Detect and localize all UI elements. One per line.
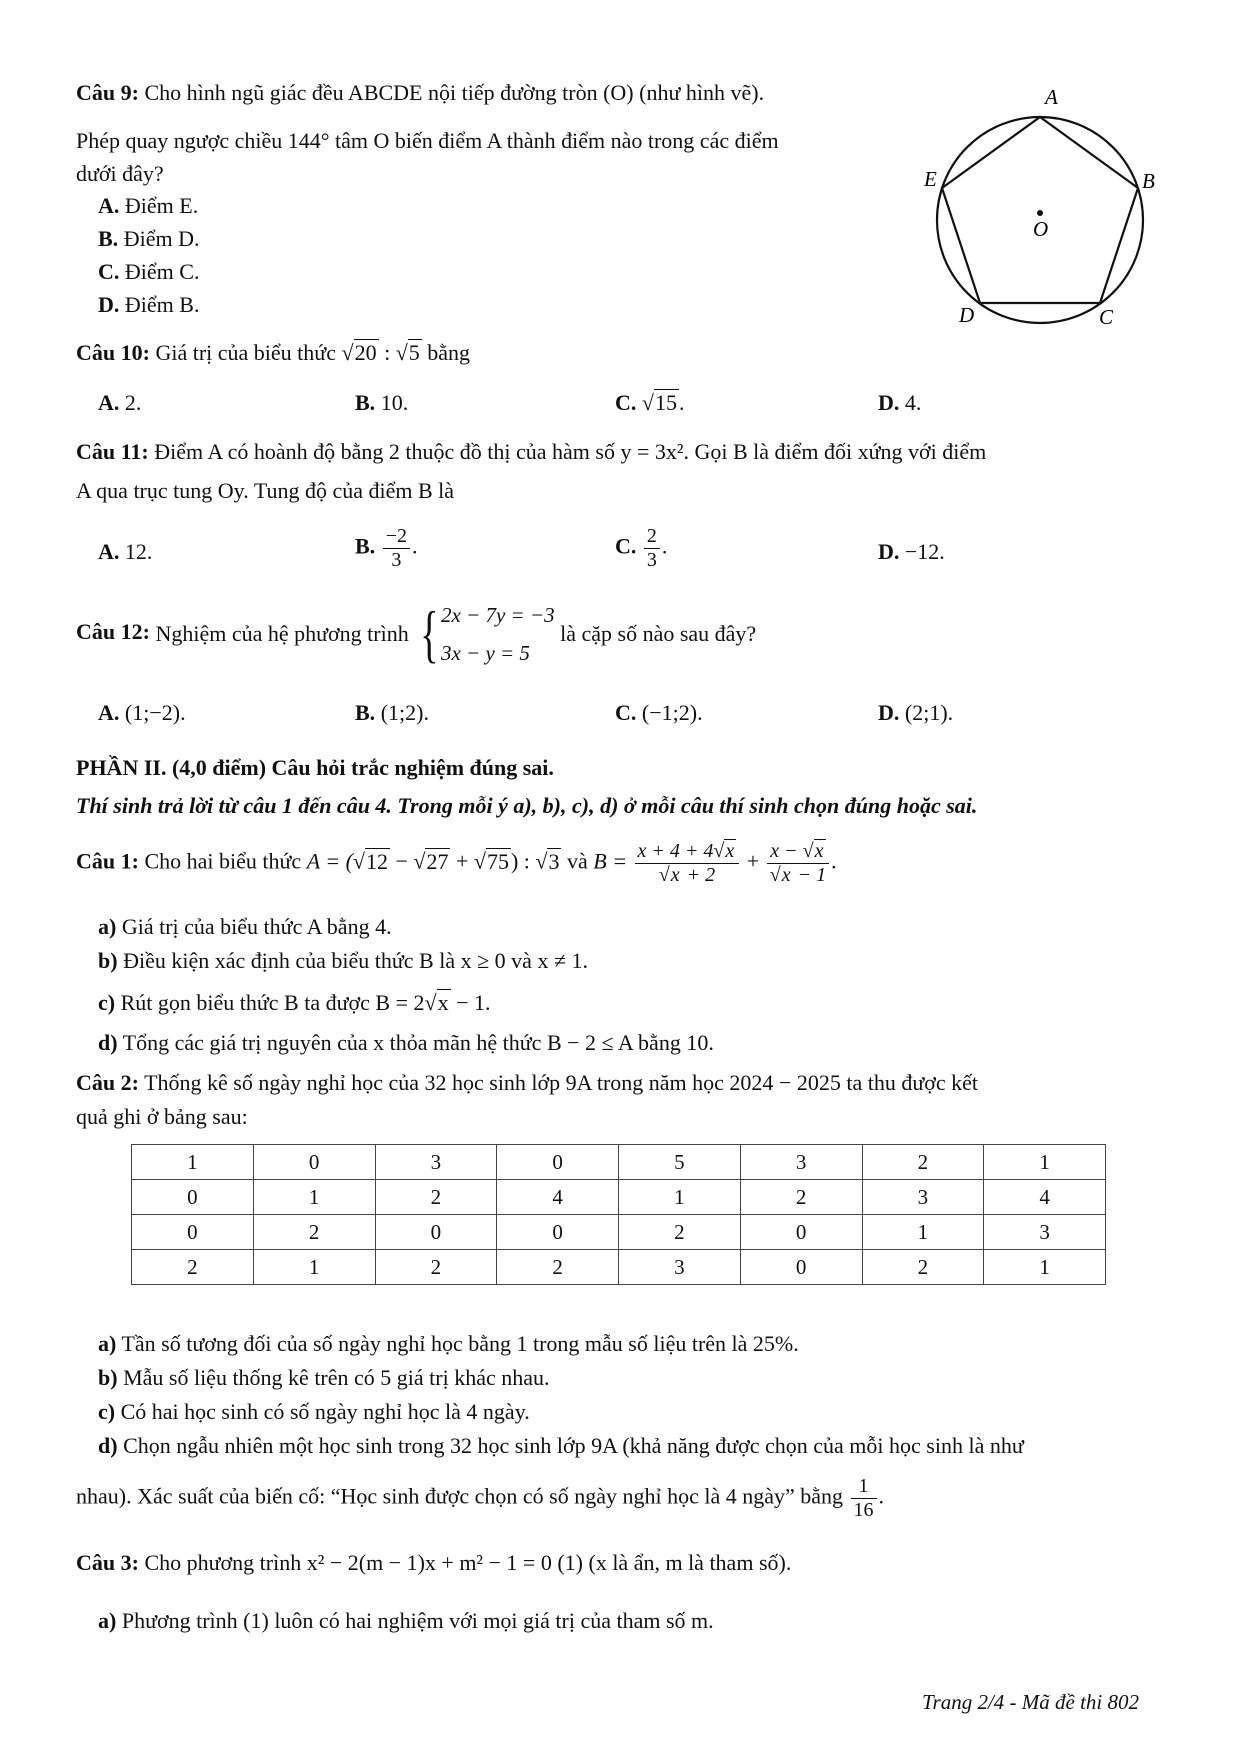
q10-label: Câu 10: <box>76 340 150 365</box>
q12-option-a: A. (1;−2). <box>98 700 186 725</box>
label-E: E <box>924 167 937 191</box>
table-cell: 0 <box>497 1145 619 1180</box>
table-row <box>132 1250 1106 1285</box>
p2q1-line: Câu 1: Cho hai biểu thức A = (√12 − √27 + √75) : √3 và B = $\frac{x + 4 + 4√x}{√x + 2}$ + $\frac{x - √x}{√x - 1}$ . <box>76 840 837 886</box>
q11-option-d: D. −12. <box>878 539 945 564</box>
q9-option-a: A. Điểm E. <box>98 193 199 218</box>
q11-option-a: A. 12. <box>98 539 153 564</box>
table-cell: 0 <box>740 1250 862 1285</box>
q10-option-a: A. 2. <box>98 390 142 415</box>
table-cell: 1 <box>253 1180 375 1215</box>
p2q1-label: Câu 1: <box>76 848 139 874</box>
p2q1-fraction-2: $\frac{x - √x}{√x - 1}$ <box>767 840 829 887</box>
q12-option-d: D. (2;1). <box>878 700 954 725</box>
q9-label: Câu 9: <box>76 80 139 105</box>
table-cell: 3 <box>984 1215 1106 1250</box>
label-B: B <box>1142 169 1155 193</box>
label-A: A <box>1045 88 1058 109</box>
table-cell: 1 <box>619 1180 741 1215</box>
label-C: C <box>1099 305 1114 328</box>
p2q2-item-a: a) Tần số tương đối của số ngày nghỉ học bằng 1 trong mẫu số liệu trên là 25%. <box>98 1331 799 1356</box>
p2q1-item-c: c) Rút gọn biểu thức B ta được B = 2√x − 1. <box>98 990 491 1015</box>
table-cell: 4 <box>497 1180 619 1215</box>
q12-line: Câu 12: Nghiệm của hệ phương trình { 2x − 7y = −3 3x − y = 5 là cặp số nào sau đây? <box>76 596 756 672</box>
q9-text-line1: Cho hình ngũ giác đều ABCDE nội tiếp đường tròn (O) (như hình vẽ). <box>144 80 765 105</box>
p2q2-item-d: d) Chọn ngẫu nhiên một học sinh trong 32 học sinh lớp 9A (khả năng được chọn của mỗi học sinh là như <box>98 1433 1024 1458</box>
q10-option-b: B. 10. <box>355 390 409 415</box>
q9-line1 <box>76 80 764 106</box>
p2q1-item-a: a) Giá trị của biểu thức A bằng 4. <box>98 914 392 939</box>
table-cell: 0 <box>132 1180 254 1215</box>
pentagon-figure <box>915 88 1165 328</box>
table-cell: 2 <box>497 1250 619 1285</box>
part2-instruction: Thí sinh trả lời từ câu 1 đến câu 4. Trong mỗi ý a), b), c), d) ở mỗi câu thí sinh chọn đúng hoặc sai. <box>76 793 978 818</box>
p2q2-item-c: c) Có hai học sinh có số ngày nghỉ học là 4 ngày. <box>98 1399 530 1424</box>
label-D: D <box>959 303 975 327</box>
table-cell: 5 <box>619 1145 741 1180</box>
p2q3-label: Câu 3: <box>76 1550 139 1575</box>
table-row <box>132 1180 1106 1215</box>
table-cell: 2 <box>740 1180 862 1215</box>
q9-option-b: B. Điểm D. <box>98 226 200 251</box>
table-cell: 2 <box>375 1250 497 1285</box>
q12-option-b: B. (1;2). <box>355 700 429 725</box>
p2q1-item-b: b) Điều kiện xác định của biểu thức B là x ≥ 0 và x ≠ 1. <box>98 948 589 973</box>
table-cell: 3 <box>862 1180 984 1215</box>
p2q1-item-d: d) Tổng các giá trị nguyên của x thỏa mãn hệ thức B − 2 ≤ A bằng 10. <box>98 1030 714 1055</box>
p2q2-label: Câu 2: <box>76 1070 139 1095</box>
table-cell: 1 <box>253 1250 375 1285</box>
label-O: O <box>1033 217 1049 241</box>
p2q2-item-b: b) Mẫu số liệu thống kê trên có 5 giá trị khác nhau. <box>98 1365 550 1390</box>
q10-option-d: D. 4. <box>878 390 922 415</box>
table-row <box>132 1145 1106 1180</box>
q9-option-d: D. Điểm B. <box>98 292 200 317</box>
p2q2-probability-fraction: $\frac{1}{16}$ <box>851 1475 877 1522</box>
p2q2-line1: Câu 2: Thống kê số ngày nghỉ học của 32 học sinh lớp 9A trong năm học 2024 − 2025 ta thu được kết <box>76 1070 979 1095</box>
q12-system: 2x − 7y = −3 3x − y = 5 <box>440 603 555 665</box>
table-cell: 2 <box>132 1250 254 1285</box>
table-cell: 0 <box>132 1215 254 1250</box>
p2q2-item-d-line2: nhau). Xác suất của biến cố: “Học sinh được chọn có số ngày nghỉ học là 4 ngày” bằng $\frac{1}{16}$ . <box>76 1475 885 1521</box>
table-cell: 1 <box>984 1250 1106 1285</box>
part2-heading: PHẦN II. (4,0 điểm) Câu hỏi trắc nghiệm đúng sai. <box>76 755 554 780</box>
q9-text-line3: dưới đây? <box>76 161 164 186</box>
p2q2-text-line2: quả ghi ở bảng sau: <box>76 1104 248 1129</box>
q10-option-c: C. √15. <box>615 390 685 415</box>
q9-option-c: C. Điểm C. <box>98 259 200 284</box>
table-cell: 4 <box>984 1180 1106 1215</box>
center-point-O <box>1037 210 1043 216</box>
table-cell: 2 <box>862 1250 984 1285</box>
p2q1-fraction-1: $\frac{x + 4 + 4√x}{√x + 2}$ <box>635 840 740 887</box>
table-cell: 0 <box>253 1145 375 1180</box>
q11-text-line2: A qua trục tung Oy. Tung độ của điểm B là <box>76 478 455 503</box>
table-cell: 1 <box>132 1145 254 1180</box>
table-cell: 3 <box>375 1145 497 1180</box>
table-row <box>132 1215 1106 1250</box>
q11-line1: Câu 11: Điểm A có hoành độ bằng 2 thuộc đồ thị của hàm số y = 3x². Gọi B là điểm đối xứng với điểm <box>76 439 987 464</box>
table-cell: 0 <box>740 1215 862 1250</box>
table-cell: 2 <box>862 1145 984 1180</box>
table-cell: 1 <box>862 1215 984 1250</box>
table-cell: 1 <box>984 1145 1106 1180</box>
q11-label: Câu 11: <box>76 439 149 464</box>
q12-label: Câu 12: <box>76 619 150 645</box>
table-cell: 2 <box>253 1215 375 1250</box>
table-cell: 3 <box>740 1145 862 1180</box>
q12-option-c: C. (−1;2). <box>615 700 703 725</box>
q10-line: Câu 10: Giá trị của biểu thức √20 : √5 bằng <box>76 340 471 365</box>
p2q3-line: Câu 3: Cho phương trình x² − 2(m − 1)x + m² − 1 = 0 (1) (x là ẩn, m là tham số). <box>76 1550 792 1575</box>
q11-option-c: C. $\frac{2}{3}$ . <box>615 525 668 571</box>
table-cell: 0 <box>497 1215 619 1250</box>
table-cell: 3 <box>619 1250 741 1285</box>
stats-table <box>131 1144 1106 1285</box>
table-cell: 0 <box>375 1215 497 1250</box>
table-cell: 2 <box>619 1215 741 1250</box>
page-footer: Trang 2/4 - Mã đề thi 802 <box>922 1690 1140 1714</box>
p2q3-item-a: a) Phương trình (1) luôn có hai nghiệm với mọi giá trị của tham số m. <box>98 1608 714 1633</box>
table-cell: 2 <box>375 1180 497 1215</box>
q11-option-b: B. $\frac{-2}{3}$ . <box>355 525 418 571</box>
q9-text-line2: Phép quay ngược chiều 144° tâm O biến điểm A thành điểm nào trong các điểm <box>76 128 779 153</box>
